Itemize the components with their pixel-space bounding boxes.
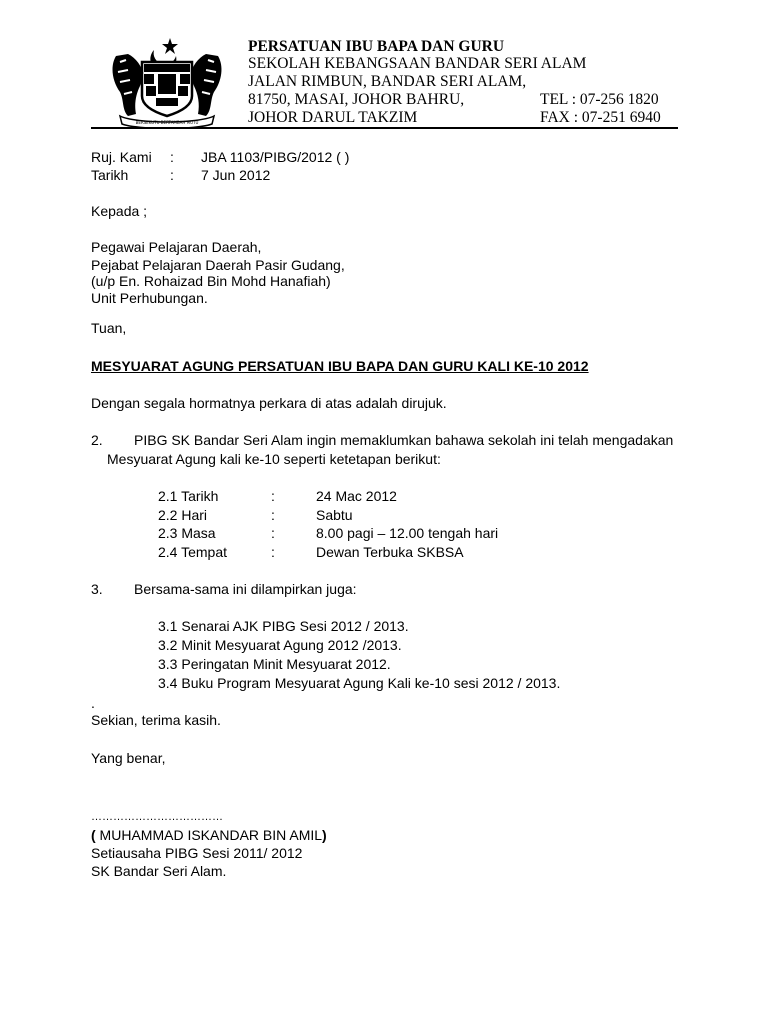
attachment-item: 3.1 Senarai AJK PIBG Sesi 2012 / 2013.	[158, 618, 409, 634]
intro-paragraph: Dengan segala hormatnya perkara di atas adalah dirujuk.	[91, 395, 447, 411]
kepada-label: Kepada ;	[91, 203, 148, 219]
attachment-item: 3.2 Minit Mesyuarat Agung 2012 /2013.	[158, 637, 402, 653]
signatory-name	[91, 826, 327, 844]
signatory-name-text: MUHAMMAD ISKANDAR BIN AMIL	[95, 827, 323, 843]
open-paren: (	[91, 827, 96, 843]
para3-number: 3.	[91, 581, 103, 597]
closing-yours: Yang benar,	[91, 750, 166, 766]
signatory-title: Setiausaha PIBG Sesi 2011/ 2012	[91, 845, 303, 861]
subject-heading: MESYUARAT AGUNG PERSATUAN IBU BAPA DAN GURU KALI KE-10 2012	[91, 358, 589, 374]
school-name: SEKOLAH KEBANGSAAN BANDAR SERI ALAM	[248, 55, 587, 72]
detail-separator: :	[271, 507, 275, 523]
recipient-line-2: Pejabat Pelajaran Daerah Pasir Gudang,	[91, 257, 345, 273]
crest-motto: BERSEKUTU BERTAMBAH MUTU	[135, 120, 199, 125]
ruj-separator: :	[170, 149, 174, 165]
coat-of-arms-logo	[106, 36, 228, 128]
tel-number: TEL : 07-256 1820	[540, 91, 659, 108]
para3-line-1: Bersama-sama ini dilampirkan juga:	[134, 581, 357, 597]
fax-number: FAX : 07-251 6940	[540, 109, 661, 126]
salutation: Tuan,	[91, 320, 127, 336]
letterhead-divider	[91, 127, 678, 129]
signature-line: ………………………………	[91, 811, 223, 823]
tarikh-separator: :	[170, 167, 174, 183]
address-line-1: JALAN RIMBUN, BANDAR SERI ALAM,	[248, 73, 527, 90]
detail-separator: :	[271, 544, 275, 560]
org-title: PERSATUAN IBU BAPA DAN GURU	[248, 38, 505, 55]
para2-line-2: Mesyuarat Agung kali ke-10 seperti ketetapan berikut:	[107, 451, 441, 467]
attachment-item: 3.4 Buku Program Mesyuarat Agung Kali ke-10 sesi 2012 / 2013.	[158, 675, 561, 691]
detail-value: Dewan Terbuka SKBSA	[316, 544, 464, 560]
detail-value: 8.00 pagi – 12.00 tengah hari	[316, 525, 499, 541]
recipient-line-3: (u/p En. Rohaizad Bin Mohd Hanafiah)	[91, 273, 331, 289]
address-line-3: JOHOR DARUL TAKZIM	[248, 109, 418, 126]
attachment-item: 3.3 Peringatan Minit Mesyuarat 2012.	[158, 656, 391, 672]
ruj-label: Ruj. Kami	[91, 149, 152, 165]
tarikh-label: Tarikh	[91, 167, 129, 183]
para2-number: 2.	[91, 432, 103, 448]
stray-dot: .	[91, 695, 95, 711]
closing-thanks: Sekian, terima kasih.	[91, 712, 221, 728]
detail-separator: :	[271, 525, 275, 541]
signatory-school: SK Bandar Seri Alam.	[91, 863, 227, 879]
para2-line-1: PIBG SK Bandar Seri Alam ingin memaklumkan bahawa sekolah ini telah mengadakan	[134, 432, 674, 448]
recipient-line-1: Pegawai Pelajaran Daerah,	[91, 239, 262, 255]
detail-value: Sabtu	[316, 507, 353, 523]
detail-label: 2.1 Tarikh	[158, 488, 219, 504]
address-line-2: 81750, MASAI, JOHOR BAHRU,	[248, 91, 465, 108]
detail-label: 2.4 Tempat	[158, 544, 228, 560]
ruj-value: JBA 1103/PIBG/2012 ( )	[201, 149, 350, 165]
detail-label: 2.2 Hari	[158, 507, 208, 523]
close-paren: )	[322, 827, 327, 843]
detail-separator: :	[271, 488, 275, 504]
detail-value: 24 Mac 2012	[316, 488, 397, 504]
recipient-line-4: Unit Perhubungan.	[91, 290, 208, 306]
detail-label: 2.3 Masa	[158, 525, 216, 541]
tarikh-value: 7 Jun 2012	[201, 167, 271, 183]
